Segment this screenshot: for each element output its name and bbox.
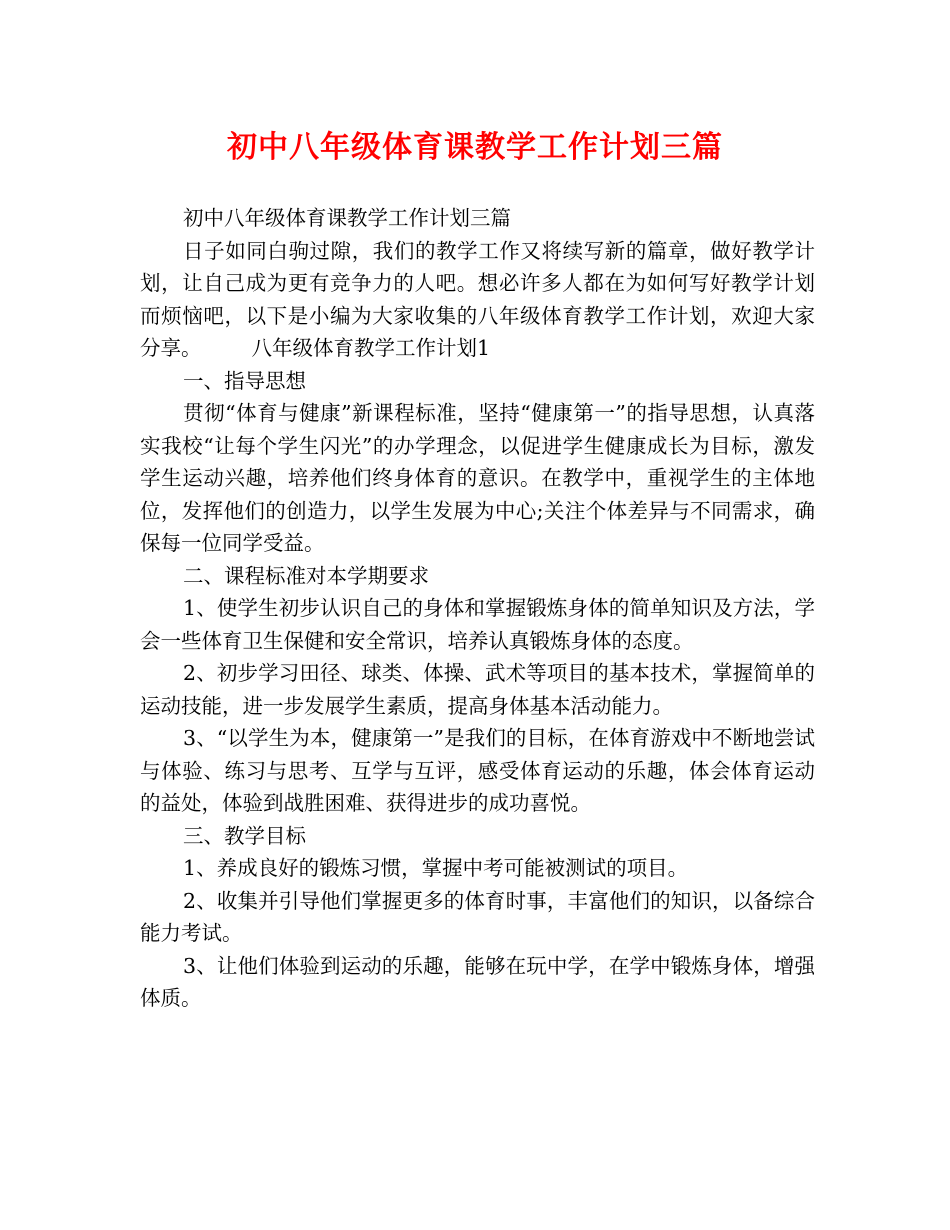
list-item-goal-2: 2、收集并引导他们掌握更多的体育时事，丰富他们的知识，以备综合能力考试。 [140,888,815,945]
section-heading-teaching-goals: 三、教学目标 [183,823,307,848]
list-item-goal-1: 1、养成良好的锻炼习惯，掌握中考可能被测试的项目。 [183,856,689,880]
paragraph-intro [140,235,815,365]
paragraph-subtitle: 初中八年级体育课教学工作计划三篇 [183,206,512,230]
paragraph-guiding-ideology: 贯彻“体育与健康”新课程标准，坚持“健康第一”的指导思想，认真落实我校“让每个学生闪光”的办学理念，以促进学生健康成长为目标，激发学生运动兴趣，培养他们终身体育的意识。在教学中，重视学生的主体地位，发挥他们的创造力，以学生发展为中心;关注个体差异与不同需求，确保每一位同学受益。 [140,401,815,555]
section-heading-guiding-ideology: 一、指导思想 [183,368,307,393]
intro-text: 日子如同白驹过隙，我们的教学工作又将续写新的篇章，做好教学计划，让自己成为更有竞争力的人吧。想必许多人都在为如何写好教学计划而烦恼吧，以下是小编为大家收集的八年级体育教学工作计划，欢迎大家分享。 [140,238,815,360]
document-body [140,202,815,1015]
list-item-goal-3: 3、让他们体验到运动的乐趣，能够在玩中学，在学中锻炼身体，增强体质。 [140,953,815,1010]
plan-heading: 八年级体育教学工作计划1 [251,336,491,360]
list-item-requirement-2: 2、初步学习田径、球类、体操、武术等项目的基本技术，掌握简单的运动技能，进一步发展学生素质，提高身体基本活动能力。 [140,661,815,718]
section-heading-curriculum-requirements: 二、课程标准对本学期要求 [183,563,430,588]
document-title: 初中八年级体育课教学工作计划三篇 [227,130,723,165]
list-item-requirement-3: 3、“以学生为本，健康第一”是我们的目标，在体育游戏中不断地尝试与体验、练习与思考、互学与互评，感受体育运动的乐趣，体会体育运动的益处，体验到战胜困难、获得进步的成功喜悦。 [140,726,815,815]
list-item-requirement-1: 1、使学生初步认识自己的身体和掌握锻炼身体的简单知识及方法，学会一些体育卫生保健和安全常识，培养认真锻炼身体的态度。 [140,596,815,653]
